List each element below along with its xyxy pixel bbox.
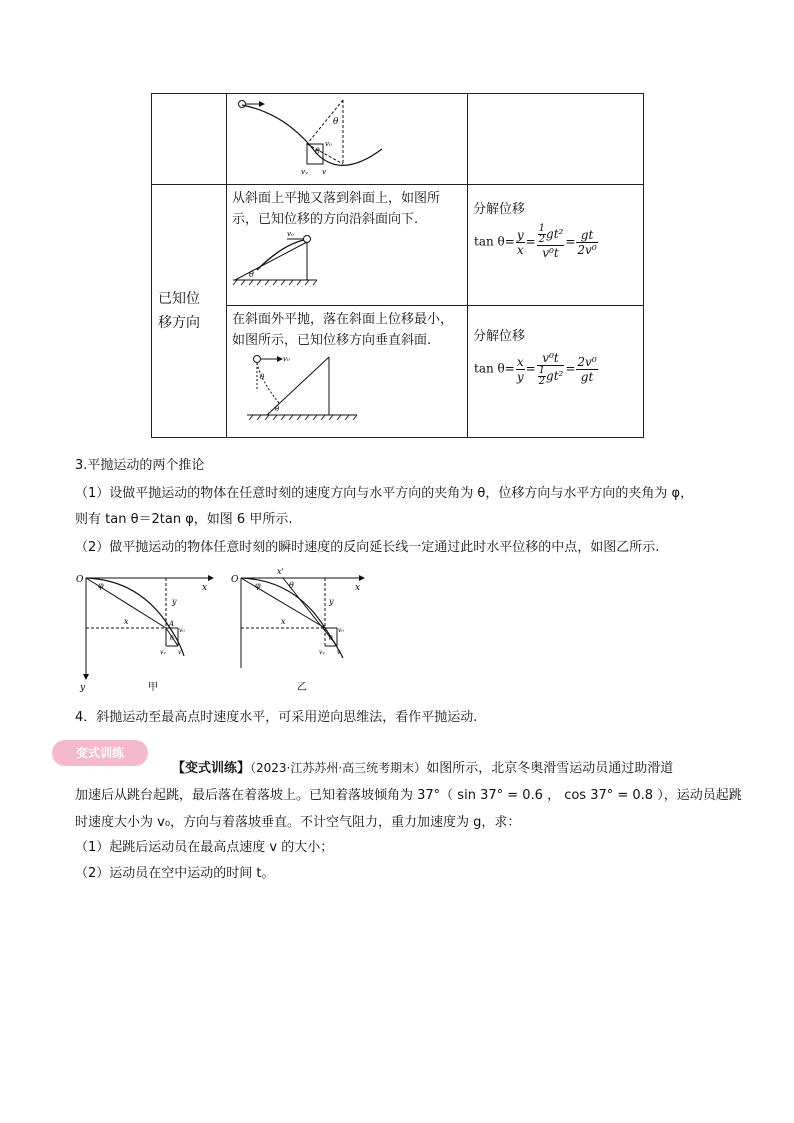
svg-text:v: v: [322, 168, 326, 176]
frac-half-gt2: [537, 224, 565, 260]
frac-num: v⁰t: [537, 351, 565, 366]
row1-desc-text: 从斜面上平抛又落到斜面上，如图所示，已知位移的方向沿斜面向下.: [232, 191, 441, 227]
section4-text: 4．斜抛运动至最高点时速度水平，可采用逆向思维法，看作平抛运动.: [75, 710, 478, 725]
frac-y-x: [516, 228, 525, 257]
label-y: y: [172, 597, 177, 606]
svg-text:θ: θ: [249, 270, 254, 279]
caption-yi: 乙: [297, 682, 307, 693]
table-cell-empty: [152, 94, 227, 185]
eq: =: [504, 361, 515, 376]
frac-num: [537, 224, 565, 246]
eq: =: [525, 361, 536, 376]
slope-down-diagram: [227, 230, 468, 286]
label-v: v: [178, 649, 182, 656]
label-v0: v₀: [338, 627, 344, 634]
label-x: x: [124, 617, 129, 626]
figure-jia: [70, 568, 220, 698]
table-cell-row2-desc: [227, 306, 468, 438]
label-y-axis: y: [80, 683, 86, 693]
exercise-line2: 加速后从跳台起跳，最后落在着落坡上。已知着落坡倾角为 37°（ sin 37° = 0.6 ， cos 37° = 0.8 ），运动员起跳: [75, 788, 742, 803]
frac-num: y: [516, 227, 524, 242]
perpendicular-slope-diagram: [227, 351, 468, 421]
section3-p2: （2）做平抛运动的物体任意时刻的瞬时速度的反向延长线一定通过此时水平位移的中点，如图乙所示.: [75, 540, 660, 555]
frac-den: 2: [538, 376, 546, 387]
label-x-axis: x: [202, 583, 208, 593]
label-theta-top: θ: [289, 581, 294, 590]
svg-text:v₀: v₀: [283, 355, 290, 363]
frac-2v0-gt: [576, 355, 597, 384]
figure-yi: [225, 568, 375, 698]
label-x: x: [281, 617, 286, 626]
label-A: A: [169, 620, 175, 628]
exercise-line1-rest: 如图所示，北京冬奥滑雪运动员通过助滑道: [426, 761, 674, 776]
curve-slope-diagram: [227, 94, 468, 180]
frac-num: gt: [576, 228, 597, 243]
section3-p1-line1: （1）设做平抛运动的物体在任意时刻的速度方向与水平方向的夹角为 θ，位移方向与水平方向的夹角为 φ，: [75, 486, 694, 501]
table-cell-empty-right: [468, 94, 644, 185]
label-v: v: [337, 649, 341, 656]
svg-text:θ: θ: [333, 117, 339, 127]
label-vy: vᵧ: [160, 649, 166, 656]
section3-title: 3.平抛运动的两个推论: [75, 458, 205, 473]
exercise-q1: （1）起跳后运动员在最高点速度 v 的大小；: [75, 840, 334, 855]
projectile-table: [151, 93, 644, 438]
label-phi: φ: [98, 581, 104, 590]
frac-den: x: [516, 242, 524, 257]
table-cell-row2-formula: [468, 306, 644, 438]
exercise-line1: [172, 758, 782, 779]
label-xprime: x': [277, 568, 284, 576]
label-theta: θ: [329, 635, 333, 642]
frac-half: [538, 366, 546, 387]
gt2: gt²: [546, 369, 564, 383]
row-label-line1: 已知位: [158, 291, 200, 307]
frac-den: 2v⁰: [577, 242, 597, 257]
label-y: y: [329, 597, 334, 606]
section3-p1-line2: 则有 tan θ＝2tan φ，如图 6 甲所示.: [75, 512, 293, 527]
frac-v0t-half-gt2: [537, 351, 565, 387]
eq: =: [565, 234, 576, 249]
tan-theta-2: tan θ: [474, 361, 505, 376]
label-vy: vᵧ: [319, 649, 325, 656]
svg-text:θ: θ: [275, 405, 280, 413]
exercise-q2: （2）运动员在空中运动的时间 t。: [75, 866, 275, 881]
table-cell-row1-formula: [468, 185, 644, 306]
svg-text:θ: θ: [315, 147, 320, 156]
label-x-axis: x: [355, 583, 361, 593]
frac-num: 2v⁰: [577, 354, 597, 369]
frac-den: [537, 366, 565, 387]
row2-desc-text: 在斜面外平抛，落在斜面上位移最小，如图所示，已知位移方向垂直斜面.: [232, 312, 454, 348]
eq: =: [525, 234, 536, 249]
formula-2: [468, 351, 643, 387]
frac-den: v⁰t: [542, 246, 559, 260]
svg-text:θ: θ: [260, 373, 265, 381]
frac-num: 1: [538, 365, 546, 376]
svg-text:vᵧ: vᵧ: [301, 168, 308, 176]
exercise-source: （2023·江苏苏州·高三统考期末）: [250, 761, 427, 775]
exercise-badge: 变式训练: [52, 740, 148, 766]
frac-den: gt: [580, 369, 594, 384]
frac-num: 1: [538, 223, 546, 234]
frac-num: x: [516, 354, 524, 369]
frac-gt-2v0: [576, 228, 597, 257]
row1-method: 分解位移: [473, 202, 526, 217]
eq: =: [565, 361, 576, 376]
tan-theta-1: tan θ: [474, 234, 505, 249]
label-O: O: [76, 575, 84, 585]
exercise-head: 【变式训练】: [172, 761, 251, 776]
label-v0: v₀: [179, 627, 185, 634]
frac-den: 2: [538, 234, 546, 245]
row2-method: 分解位移: [473, 329, 526, 344]
frac-half: [538, 224, 546, 245]
row-label-line2: 移方向: [158, 315, 200, 331]
table-cell-row1-desc: [227, 185, 468, 306]
frac-den: y: [516, 369, 524, 384]
caption-jia: 甲: [148, 682, 158, 693]
label-theta: θ: [170, 635, 174, 642]
svg-text:v₀: v₀: [287, 230, 294, 238]
formula-1: [468, 224, 643, 260]
table-cell-figure-top: [227, 94, 468, 185]
label-O: O: [231, 575, 239, 585]
gt2: gt²: [546, 227, 564, 241]
row-label-cell: [152, 185, 227, 438]
label-phi: φ: [255, 581, 261, 590]
exercise-line3: 时速度大小为 v₀，方向与着落坡垂直。不计空气阻力，重力加速度为 g，求：: [75, 815, 521, 830]
eq: =: [504, 234, 515, 249]
frac-x-y: [516, 355, 525, 384]
svg-text:v₀: v₀: [325, 140, 332, 148]
